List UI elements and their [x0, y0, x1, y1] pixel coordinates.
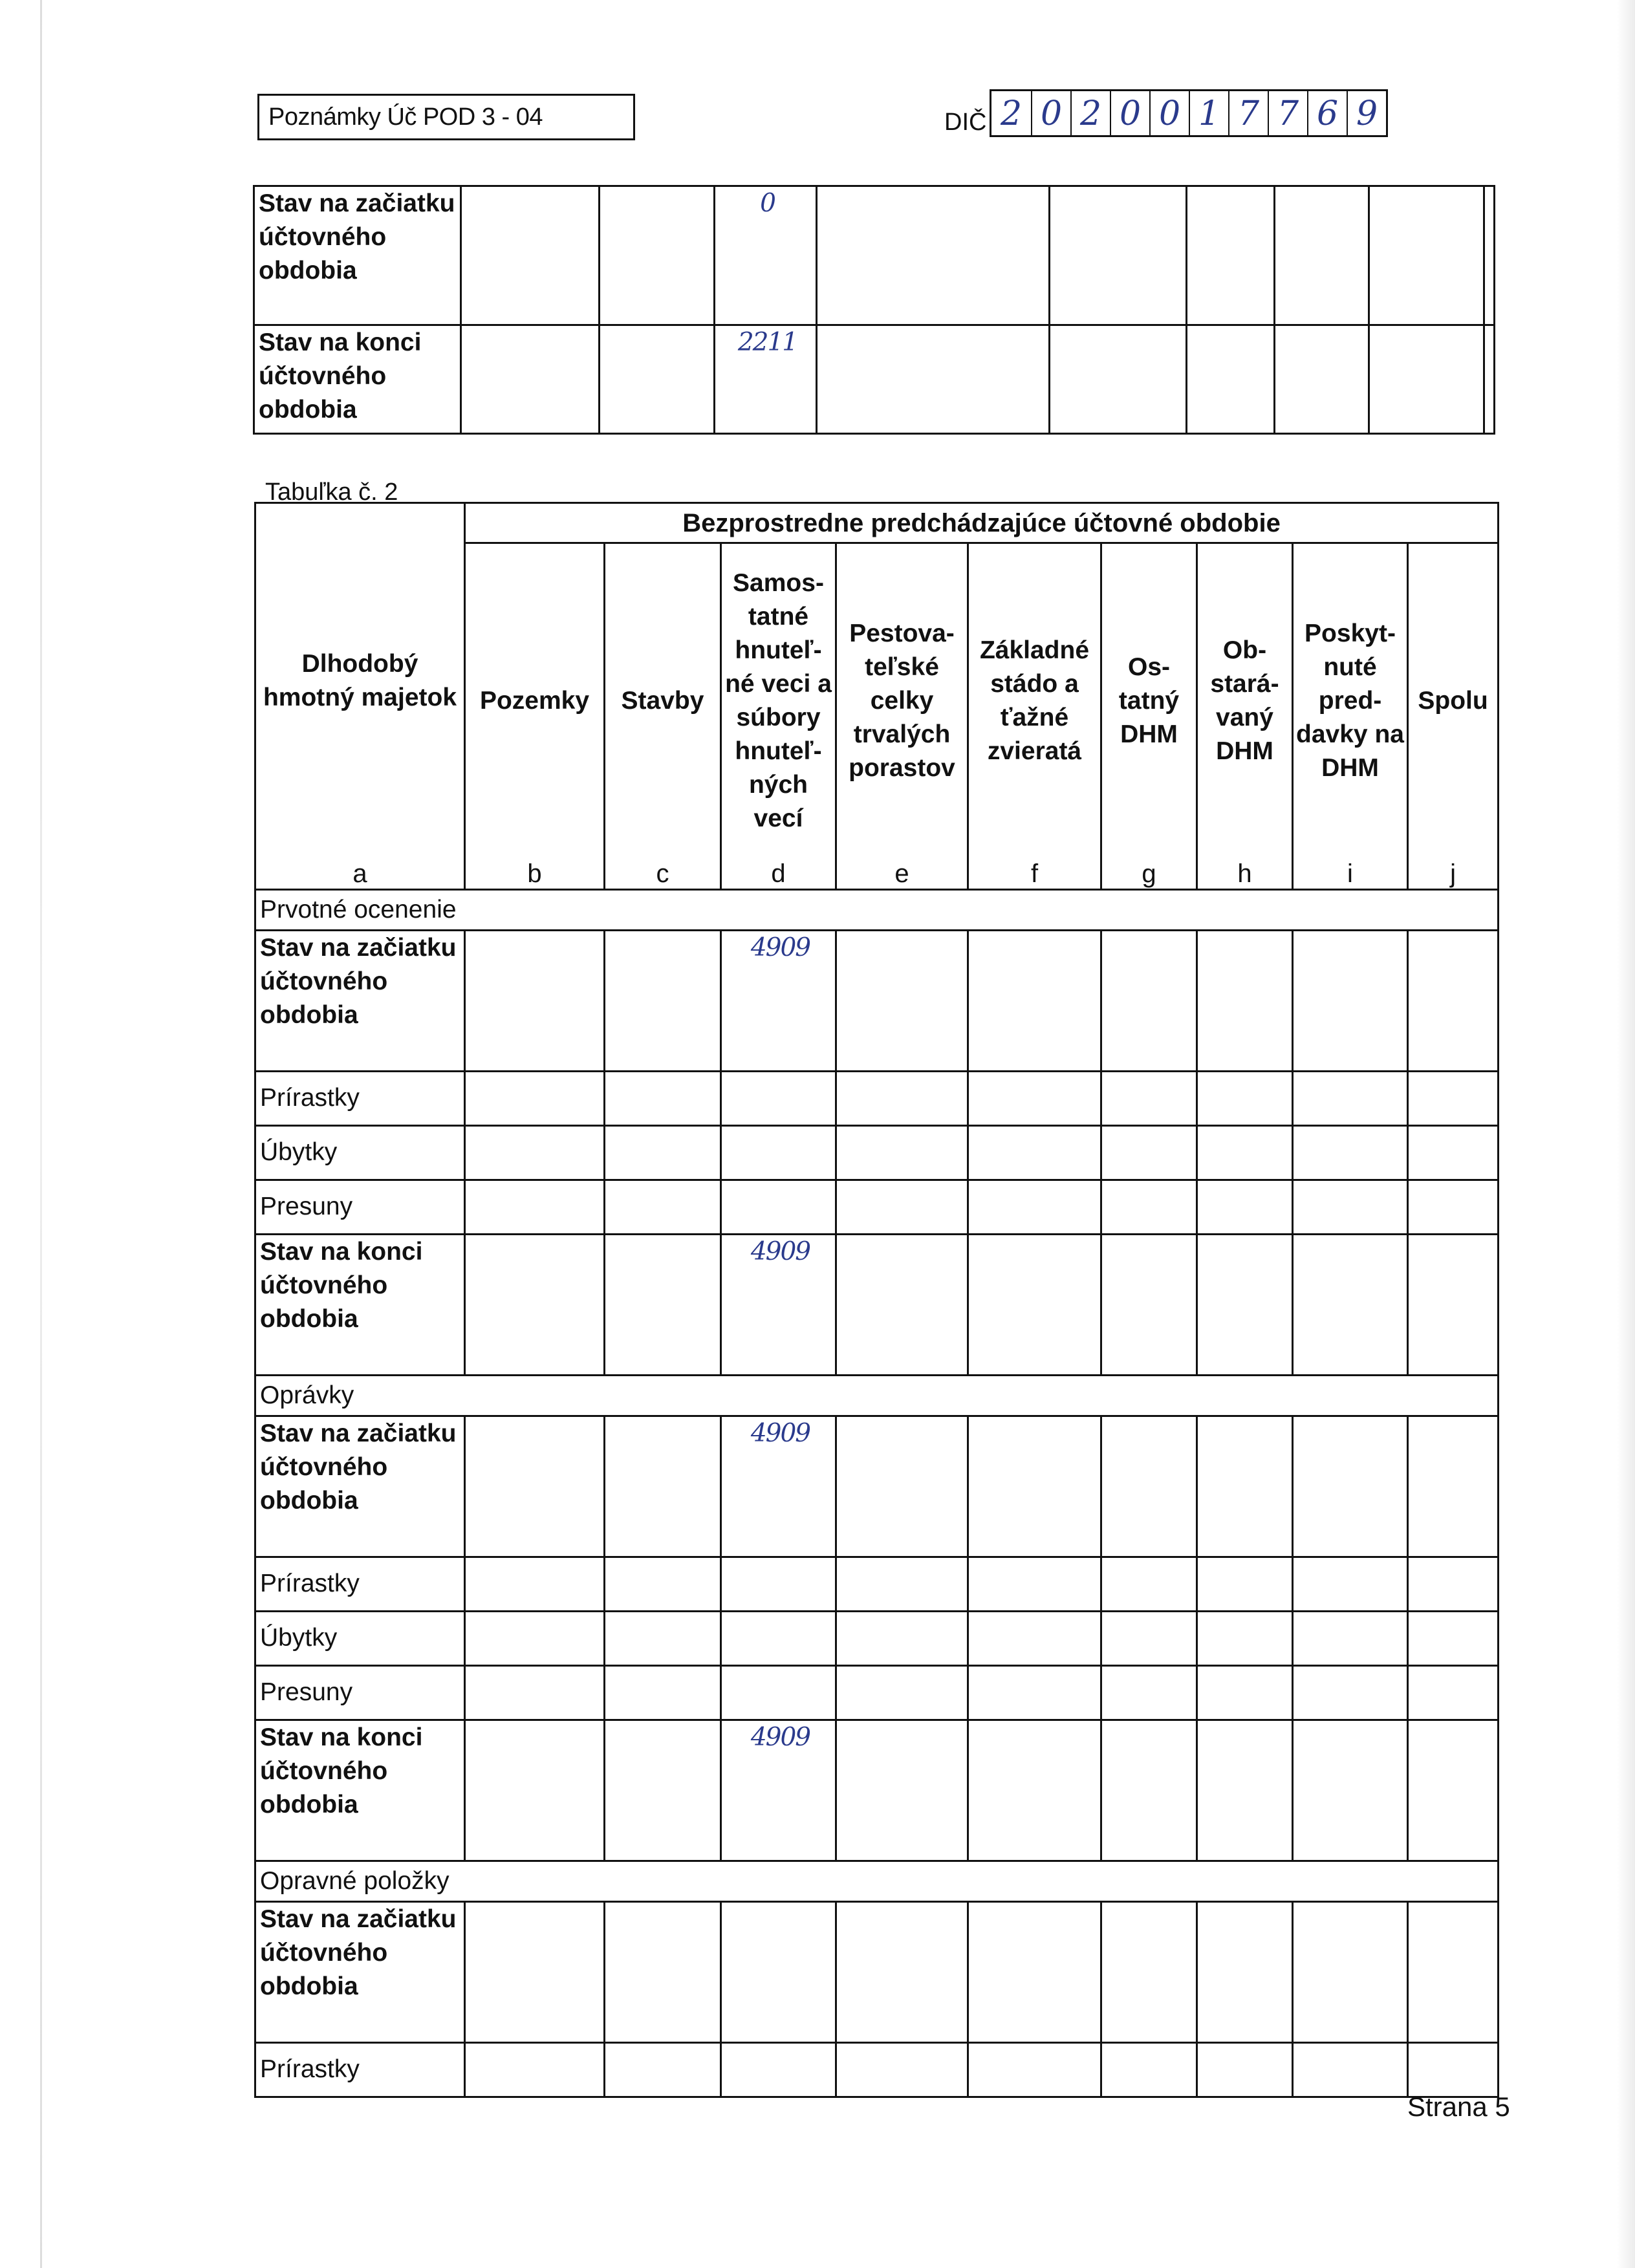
dic-digit: 1: [1189, 91, 1228, 135]
table-cell: [836, 1234, 968, 1375]
dic-digit: 9: [1347, 91, 1386, 135]
dic-digit: 7: [1228, 91, 1268, 135]
table-cell: [1408, 2042, 1499, 2097]
table-cell: [465, 1234, 605, 1375]
table-cell: [605, 1180, 721, 1234]
table-2-body: [255, 889, 1499, 2097]
table-cell: [1408, 1125, 1499, 1180]
table-cell: [605, 2042, 721, 2097]
table-cell: [465, 1416, 605, 1557]
table-cell: [1101, 2042, 1197, 2097]
table-cell: [1197, 1901, 1293, 2042]
row-label: Prírastky: [255, 1557, 465, 1611]
super-header-row: [255, 503, 1499, 543]
table-cell: [968, 1125, 1101, 1180]
column-letter: e: [836, 859, 968, 890]
page-edge-shadow: [40, 0, 42, 2268]
column-letter: g: [1101, 859, 1197, 890]
table-cell: [1293, 930, 1408, 1071]
row-label: Prírastky: [255, 1071, 465, 1125]
table-cell: [836, 1125, 968, 1180]
column-letter: d: [721, 859, 836, 890]
dic-digit: 2: [1000, 94, 1023, 133]
table-cell: [1197, 1720, 1293, 1861]
row-header: Dlhodobý hmotný majetok: [255, 503, 465, 859]
table-cell: [1293, 1611, 1408, 1665]
table-cell: [465, 1180, 605, 1234]
table-cell: [1101, 1665, 1197, 1720]
table-1: [253, 185, 1495, 435]
handwritten-value: 4909: [721, 1416, 836, 1557]
handwritten-value: [721, 1071, 836, 1125]
table-row: [255, 1720, 1499, 1861]
table-cell: [1408, 1071, 1499, 1125]
table-cell: [968, 1234, 1101, 1375]
table-cell: [1408, 1901, 1499, 2042]
form-code: Poznámky Úč POD 3 - 04: [268, 103, 543, 131]
table-row: [254, 325, 1495, 434]
handwritten-value: [721, 1901, 836, 2042]
table-caption: Tabuľka č. 2: [265, 479, 398, 506]
table-cell: [1408, 1416, 1499, 1557]
table-cell: [1197, 1125, 1293, 1180]
section-title: Oprávky: [255, 1375, 1499, 1416]
table-cell: [605, 1416, 721, 1557]
column-letter: a: [255, 859, 465, 890]
table-cell: [1101, 1071, 1197, 1125]
row-label: Stav na konci účtovného obdobia: [254, 325, 461, 434]
table-cell: [465, 1720, 605, 1861]
table-cell: [1101, 1125, 1197, 1180]
table-cell: [836, 1611, 968, 1665]
table-cell: [1197, 930, 1293, 1071]
table-cell: [1197, 1180, 1293, 1234]
table-cell: [1408, 1180, 1499, 1234]
table-cell: [836, 1416, 968, 1557]
table-cell: [465, 1665, 605, 1720]
row-label: Stav na začiatku účtovného obdobia: [254, 186, 461, 325]
page-edge-shadow-right: [1617, 0, 1635, 2268]
table-cell: [836, 1665, 968, 1720]
column-header: Pozemky: [465, 543, 605, 859]
column-header: Samos- tatné hnuteľ- né veci a súbory hnuteľ- ných vecí: [721, 543, 836, 859]
table-cell: [1293, 1665, 1408, 1720]
table-cell: [836, 1557, 968, 1611]
table-row: [255, 1125, 1499, 1180]
table-cell: [968, 1665, 1101, 1720]
table-cell: [605, 1071, 721, 1125]
table-cell: [1101, 1611, 1197, 1665]
handwritten-value: 4909: [721, 1720, 836, 1861]
handwritten-value: [721, 2042, 836, 2097]
table-cell: [1408, 1234, 1499, 1375]
table-cell: [465, 930, 605, 1071]
table-cell: [1293, 1720, 1408, 1861]
table-cell: [1408, 1557, 1499, 1611]
row-label: Stav na začiatku účtovného obdobia: [255, 930, 465, 1071]
table-row: [255, 930, 1499, 1071]
table-row: [255, 1557, 1499, 1611]
table-cell: [465, 2042, 605, 2097]
row-label: Prírastky: [255, 2042, 465, 2097]
table-row: [255, 1071, 1499, 1125]
column-letter: b: [465, 859, 605, 890]
table-cell: [1408, 1720, 1499, 1861]
column-letter: i: [1293, 859, 1408, 890]
table-cell: [968, 930, 1101, 1071]
table-cell: [605, 1720, 721, 1861]
column-letter: f: [968, 859, 1101, 890]
handwritten-value: [721, 1180, 836, 1234]
column-letter-row: [255, 859, 1499, 890]
dic-digit: 0: [1031, 91, 1070, 135]
handwritten-value: [721, 1125, 836, 1180]
table-row: [255, 1901, 1499, 2042]
section-row: [255, 1375, 1499, 1416]
table-cell: [1197, 1071, 1293, 1125]
table-cell: [1293, 1125, 1408, 1180]
table-cell: [1101, 1416, 1197, 1557]
dic-label: DIČ: [944, 109, 987, 136]
section-title: Opravné položky: [255, 1861, 1499, 1901]
row-label: Stav na začiatku účtovného obdobia: [255, 1901, 465, 2042]
table-cell: [968, 1901, 1101, 2042]
table-row: [255, 1180, 1499, 1234]
handwritten-value: [721, 1557, 836, 1611]
table-cell: [605, 1901, 721, 2042]
row-label: Stav na konci účtovného obdobia: [255, 1720, 465, 1861]
row-label: Stav na začiatku účtovného obdobia: [255, 1416, 465, 1557]
table-row: [255, 1665, 1499, 1720]
dic-digit: 0: [1110, 91, 1149, 135]
table-cell: [968, 1416, 1101, 1557]
table-cell: [1293, 1416, 1408, 1557]
table-cell: [1101, 1180, 1197, 1234]
row-label: Úbytky: [255, 1611, 465, 1665]
table-cell: [605, 1557, 721, 1611]
table-cell: [1101, 1720, 1197, 1861]
row-label: Presuny: [255, 1665, 465, 1720]
table-cell: [836, 930, 968, 1071]
column-header: Ob- stará- vaný DHM: [1197, 543, 1293, 859]
column-header: Spolu: [1408, 543, 1499, 859]
table-cell: [605, 1234, 721, 1375]
table-cell: [968, 1720, 1101, 1861]
dic-digit: 2: [1070, 91, 1110, 135]
table-cell: [836, 1071, 968, 1125]
handwritten-value: 2211: [715, 325, 817, 434]
table-cell: [1197, 2042, 1293, 2097]
table-cell: [968, 1180, 1101, 1234]
table-cell: [605, 930, 721, 1071]
table-cell: [1293, 1234, 1408, 1375]
form-code-box: [257, 94, 635, 140]
row-label: Úbytky: [255, 1125, 465, 1180]
table-cell: [1408, 930, 1499, 1071]
handwritten-value: [721, 1665, 836, 1720]
table-cell: [1197, 1416, 1293, 1557]
column-header: Poskyt- nuté pred- davky na DHM: [1293, 543, 1408, 859]
table-cell: [1101, 1557, 1197, 1611]
table-cell: [605, 1125, 721, 1180]
table-cell: [836, 2042, 968, 2097]
table-cell: [1293, 2042, 1408, 2097]
table-cell: [1197, 1611, 1293, 1665]
handwritten-value: 4909: [721, 930, 836, 1071]
table-cell: [968, 1611, 1101, 1665]
column-letter: c: [605, 859, 721, 890]
row-label: Stav na konci účtovného obdobia: [255, 1234, 465, 1375]
table-row: [254, 186, 1495, 325]
column-letter: j: [1408, 859, 1499, 890]
table-cell: [968, 1071, 1101, 1125]
table-cell: [968, 1557, 1101, 1611]
row-label: Presuny: [255, 1180, 465, 1234]
table-cell: [465, 1557, 605, 1611]
dic-field: [990, 89, 1388, 137]
table-cell: [1101, 930, 1197, 1071]
table-cell: [1197, 1557, 1293, 1611]
table-cell: [1408, 1665, 1499, 1720]
table-cell: [1293, 1557, 1408, 1611]
table-cell: [1293, 1901, 1408, 2042]
table-cell: [465, 1611, 605, 1665]
page-number: Strana 5: [1407, 2091, 1510, 2122]
dic-digit: 0: [1149, 91, 1189, 135]
super-header: Bezprostredne predchádzajúce účtovné obdobie: [465, 503, 1499, 543]
section-row: [255, 889, 1499, 930]
table-cell: [968, 2042, 1101, 2097]
table-cell: [465, 1071, 605, 1125]
column-header: Stavby: [605, 543, 721, 859]
handwritten-value: [721, 1611, 836, 1665]
section-row: [255, 1861, 1499, 1901]
table-cell: [836, 1901, 968, 2042]
table-cell: [1101, 1234, 1197, 1375]
column-header: Pestova- teľské celky trvalých porastov: [836, 543, 968, 859]
table-cell: [465, 1125, 605, 1180]
table-row: [255, 1416, 1499, 1557]
table-cell: [1197, 1234, 1293, 1375]
dic-digit: 7: [1268, 91, 1307, 135]
column-header: Základné stádo a ťažné zvieratá: [968, 543, 1101, 859]
table-cell: [836, 1720, 968, 1861]
table-cell: [605, 1665, 721, 1720]
table-cell: [605, 1611, 721, 1665]
table-row: [255, 1611, 1499, 1665]
table-cell: [1408, 1611, 1499, 1665]
dic-digit: 6: [1307, 91, 1347, 135]
table-cell: [465, 1901, 605, 2042]
column-header: Os- tatný DHM: [1101, 543, 1197, 859]
table-row: [255, 2042, 1499, 2097]
table-2: [254, 502, 1499, 2098]
table-cell: [1293, 1071, 1408, 1125]
handwritten-value: 0: [715, 186, 817, 325]
section-title: Prvotné ocenenie: [255, 889, 1499, 930]
handwritten-value: 4909: [721, 1234, 836, 1375]
table-cell: [1101, 1901, 1197, 2042]
table-row: [255, 1234, 1499, 1375]
column-letter: h: [1197, 859, 1293, 890]
table-cell: [1197, 1665, 1293, 1720]
table-cell: [1293, 1180, 1408, 1234]
table-cell: [836, 1180, 968, 1234]
